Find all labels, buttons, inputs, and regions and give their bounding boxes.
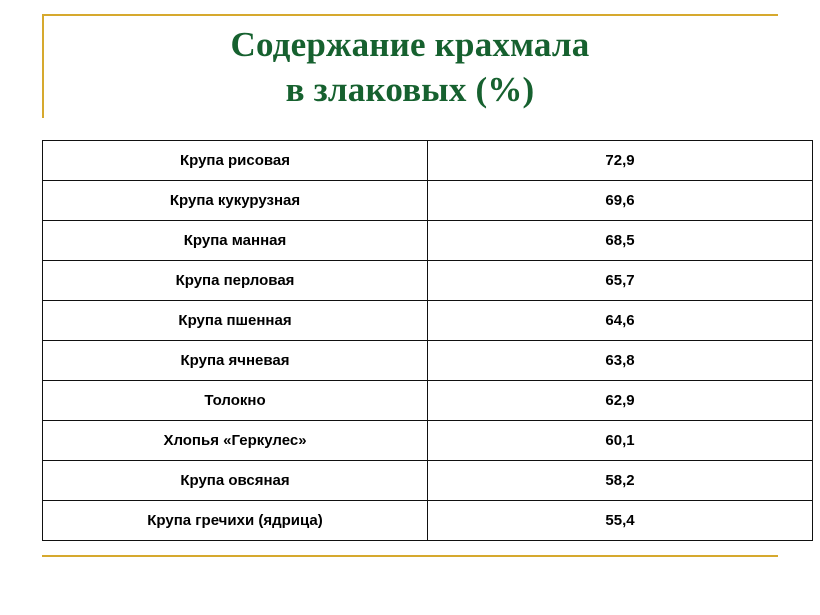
table-row (43, 181, 813, 221)
starch-value: 55,4 (428, 501, 813, 541)
cereal-name: Крупа рисовая (43, 141, 428, 181)
starch-content-table-wrapper (42, 140, 778, 541)
table-row (43, 421, 813, 461)
table-row (43, 141, 813, 181)
title-line-2: в злаковых (%) (285, 70, 535, 109)
cereal-name: Крупа ячневая (43, 341, 428, 381)
cereal-name: Крупа перловая (43, 261, 428, 301)
table-row (43, 501, 813, 541)
cereal-name: Хлопья «Геркулес» (43, 421, 428, 461)
table-body (43, 141, 813, 541)
cereal-name: Крупа манная (43, 221, 428, 261)
starch-value: 58,2 (428, 461, 813, 501)
bottom-divider (42, 555, 778, 557)
table-row (43, 301, 813, 341)
starch-value: 69,6 (428, 181, 813, 221)
table-row (43, 341, 813, 381)
table-row (43, 221, 813, 261)
cereal-name: Крупа гречихи (ядрица) (43, 501, 428, 541)
starch-value: 65,7 (428, 261, 813, 301)
table-row (43, 261, 813, 301)
slide-title (0, 22, 820, 112)
starch-value: 62,9 (428, 381, 813, 421)
starch-value: 72,9 (428, 141, 813, 181)
starch-content-table (42, 140, 813, 541)
starch-value: 63,8 (428, 341, 813, 381)
cereal-name: Крупа кукурузная (43, 181, 428, 221)
starch-value: 60,1 (428, 421, 813, 461)
cereal-name: Крупа овсяная (43, 461, 428, 501)
title-line-1: Содержание крахмала (230, 25, 590, 64)
top-divider (42, 14, 778, 16)
cereal-name: Толокно (43, 381, 428, 421)
cereal-name: Крупа пшенная (43, 301, 428, 341)
table-row (43, 381, 813, 421)
starch-value: 64,6 (428, 301, 813, 341)
table-row (43, 461, 813, 501)
starch-value: 68,5 (428, 221, 813, 261)
